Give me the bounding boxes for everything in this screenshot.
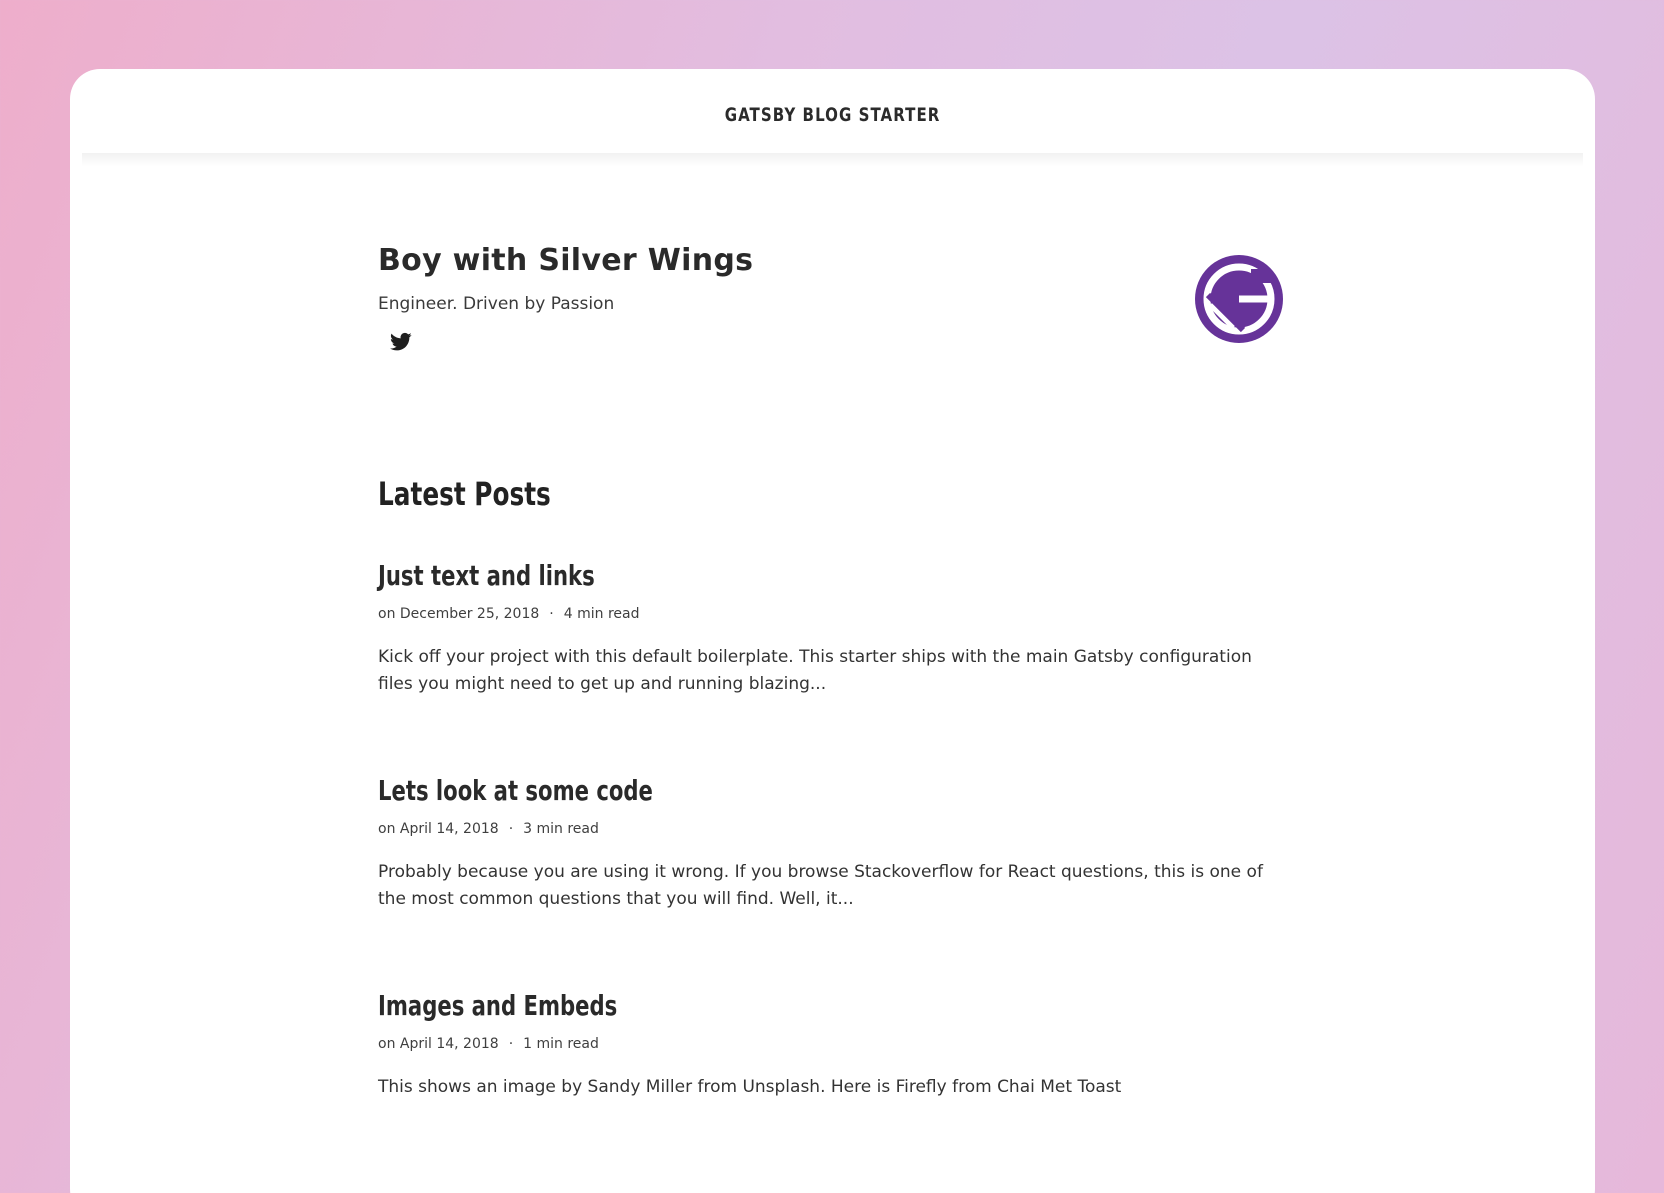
site-header <box>70 69 1595 161</box>
bio-section <box>378 243 1288 373</box>
post-title-link[interactable]: Lets look at some code <box>378 774 653 807</box>
post-excerpt: Probably because you are using it wrong. If you browse Stackoverflow for React questions, this is one of the most common questions that you will find. Well, it... <box>378 862 1263 909</box>
site-title-link[interactable]: GATSBY BLOG STARTER <box>724 104 941 126</box>
post-read-time: 3 min read <box>523 821 599 837</box>
post-item <box>378 774 1288 913</box>
gatsby-logo-avatar[interactable] <box>1195 255 1283 343</box>
twitter-icon[interactable] <box>390 332 412 352</box>
meta-separator: · <box>549 606 554 622</box>
post-title-link[interactable]: Just text and links <box>378 559 595 592</box>
post-title-link[interactable]: Images and Embeds <box>378 989 618 1022</box>
post-excerpt: This shows an image by Sandy Miller from Unsplash. Here is Firefly from Chai Met Toast <box>378 1077 1122 1097</box>
browser-window <box>70 69 1595 1193</box>
post-date: on December 25, 2018 <box>378 606 540 622</box>
post-date: on April 14, 2018 <box>378 1036 499 1052</box>
author-name: Boy with Silver Wings <box>378 243 754 278</box>
post-excerpt: Kick off your project with this default boilerplate. This starter ships with the main Gatsby configuration files you might need to get up and running blazing... <box>378 647 1252 694</box>
post-meta <box>378 606 1288 622</box>
post-date: on April 14, 2018 <box>378 821 499 837</box>
post-read-time: 1 min read <box>523 1036 599 1052</box>
latest-posts-heading: Latest Posts <box>378 475 551 513</box>
post-item <box>378 989 1288 1101</box>
post-meta <box>378 821 1288 837</box>
meta-separator: · <box>508 1036 514 1052</box>
post-read-time: 4 min read <box>563 606 640 622</box>
meta-separator: · <box>508 821 514 837</box>
main-content <box>378 229 1288 1118</box>
author-tagline: Engineer. Driven by Passion <box>378 294 615 314</box>
post-item <box>378 559 1288 698</box>
post-meta <box>378 1036 1288 1052</box>
